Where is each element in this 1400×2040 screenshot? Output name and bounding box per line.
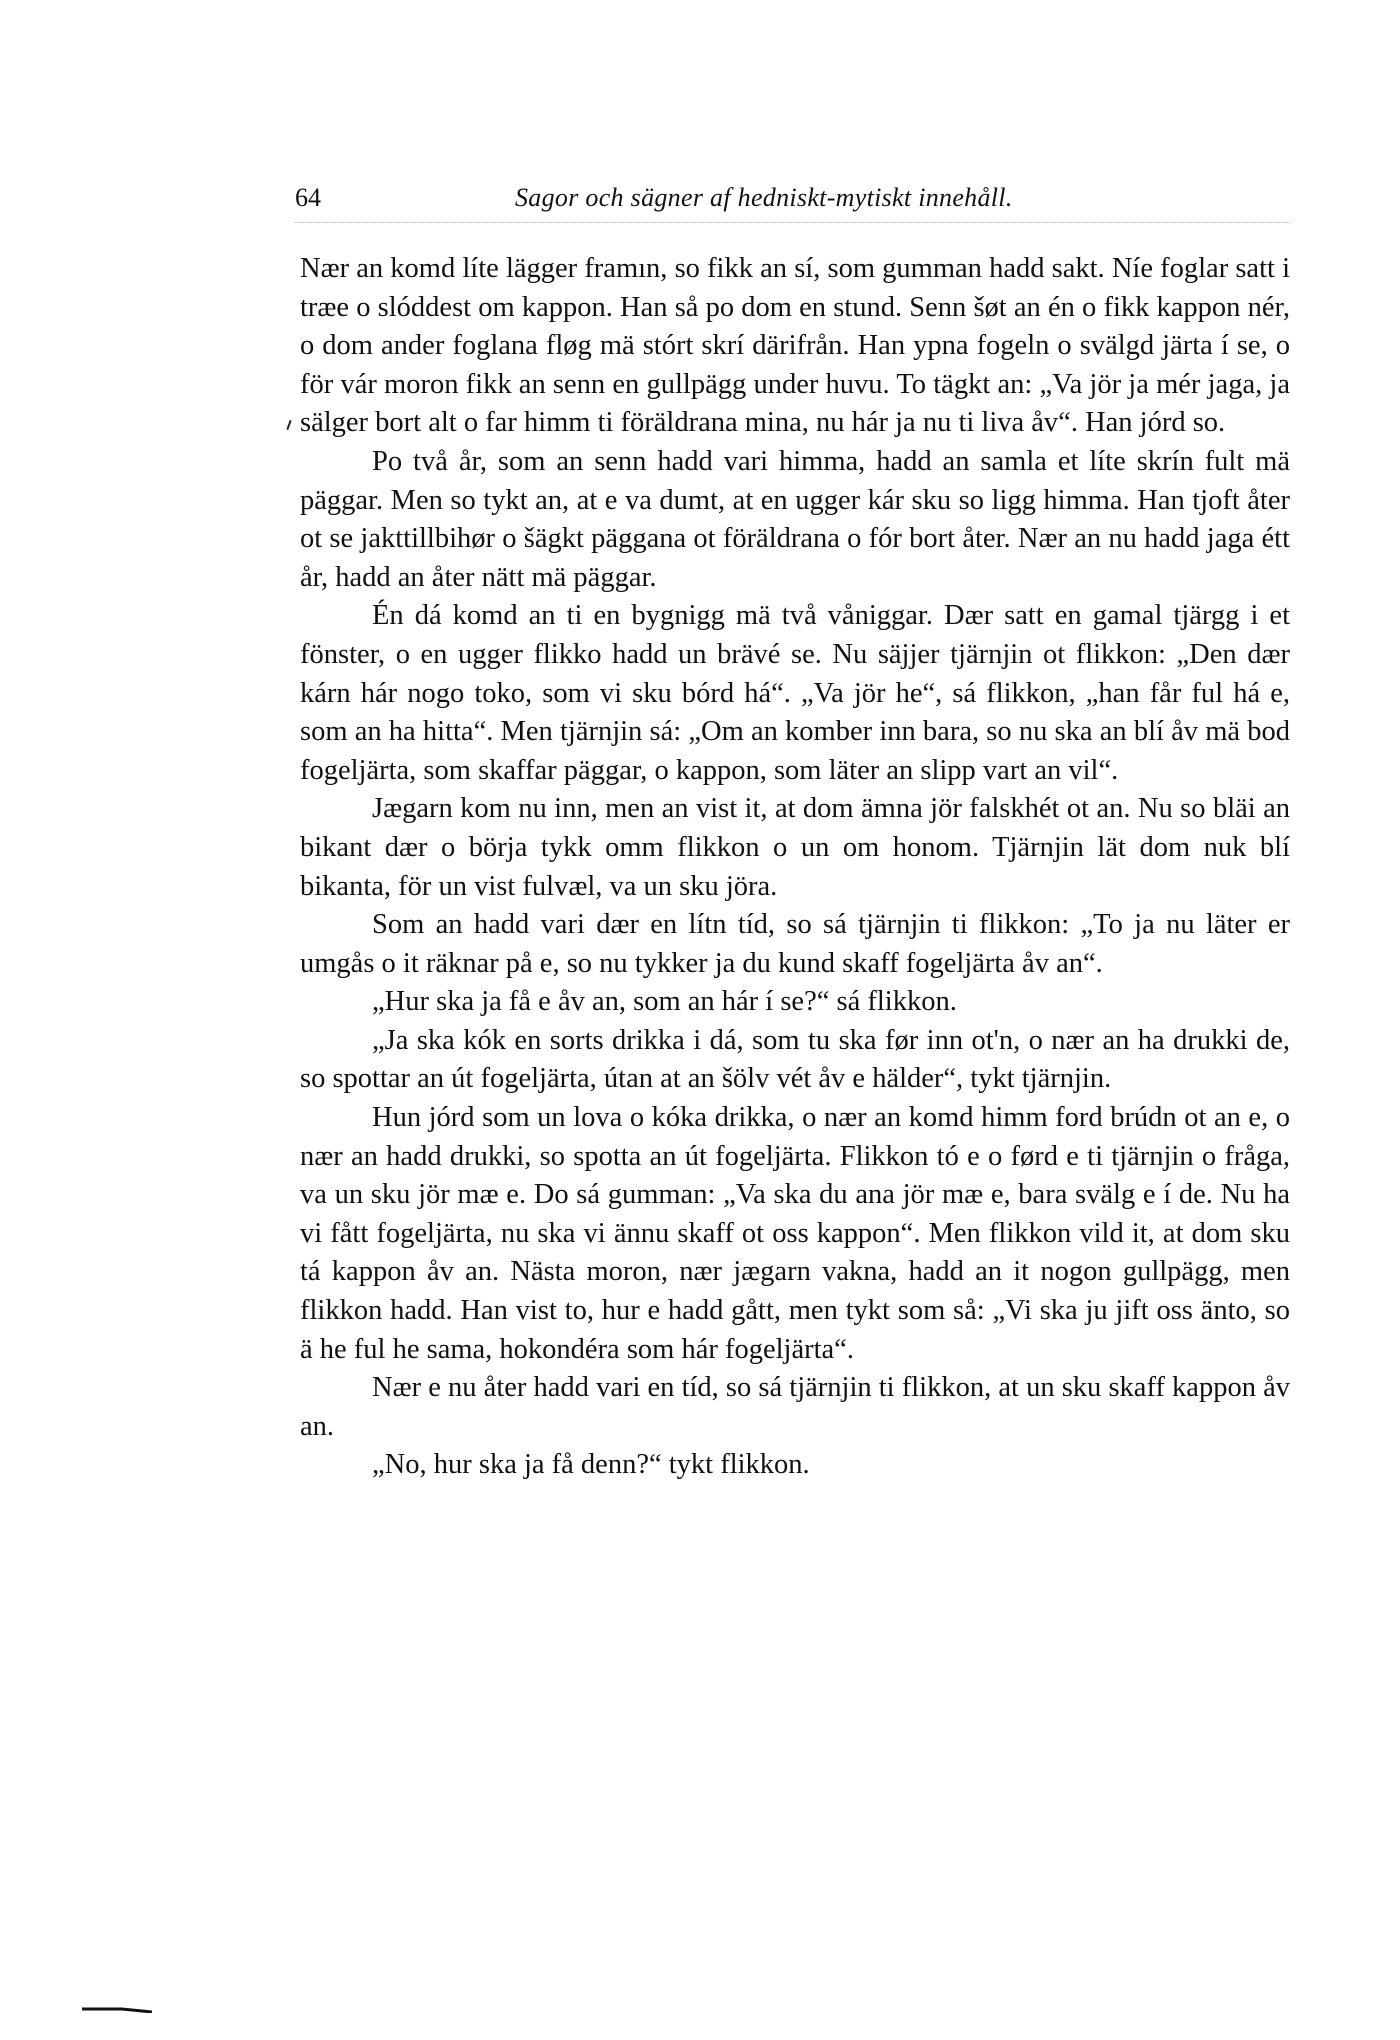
paragraph-6: „Hur ska ja få e åv an, som an hár í se?“ sá flikkon. [372,986,957,1018]
page-number: 64 [295,183,321,212]
margin-mark [286,420,291,430]
running-title: Sagor och sägner af hedniskt-mytiskt innehåll. [515,183,1013,212]
body-text [300,250,1290,1485]
paragraph-4: Jægarn kom nu inn, men an vist it, at dom ämna jör falskhét ot an. Nu so bläi an bikant dær o börja tykk omm flikkon o un om honom. Tjärnjin lät dom nuk blí bikanta, för un vist fulvæl, va un sku jöra. [300,793,1290,902]
paragraph-10: „No, hur ska ja få denn?“ tykt flikkon. [372,1449,810,1481]
paragraph-2: Po två år, som an senn hadd vari himma, hadd an samla et líte skrín fult mä päggar. Men so tykt an, at e va dumt, at en ugger kár sku so ligg himma. Han tjoft åter ot se jakttillbihør o šägkt päggana ot föräldrana o fór bort åter. Nær an nu hadd jaga étt år, hadd an åter nätt mä päggar. [300,445,1290,593]
paragraph-1: Nær an komd líte lägger framın, so fikk an sí, som gumman hadd sakt. Níe foglar satt i træe o slóddest om kappon. Han så po dom en stund. Senn šøt an én o fikk kappon nér, o dom ander foglana fløg mä stórt skrí därifrån. Han ypna fogeln o svälgd järta í se, o för vár moron fikk an senn en gullpägg under huvu. To tägkt an: „Va jör ja mér jaga, ja sälger bort alt o far himm ti föräldrana mina, nu hár ja nu ti liva åv“. Han jórd so. [300,253,1290,439]
paragraph-8: Hun jórd som un lova o kóka drikka, o nær an komd himm ford brúdn ot an e, o nær an hadd drukki, so spotta an út fogeljärta. Flikkon tó e o førd e ti tjärnjin o fråga, va un sku jör mæ e. Do sá gumman: „Va ska du ana jör mæ e, bara svälg e í de. Nu ha vi fått fogeljärta, nu ska vi ännu skaff ot oss kappon“. Men flikkon vild it, at dom sku tá kappon åv an. Nästa moron, nær jægarn vakna, hadd an it nogon gullpägg, men flikkon hadd. Han vist to, hur e hadd gått, men tykt som så: „Vi ska ju jift oss änto, so ä he ful he sama, hokondéra som hár fogeljärta“. [300,1102,1290,1365]
paragraph-5: Som an hadd vari dær en lítn tíd, so sá tjärnjin ti flikkon: „To ja nu läter er umgås o it räknar på e, so nu tykker ja du kund skaff fogeljärta åv an“. [300,909,1290,979]
header-rule [295,222,1290,223]
scan-artifact-mark [82,2005,152,2013]
paragraph-7: „Ja ska kók en sorts drikka i dá, som tu ska før inn ot'n, o nær an ha drukki de, so spottar an út fogeljärta, útan at an šölv vét åv e hälder“, tykt tjärnjin. [300,1024,1290,1095]
paragraph-9: Nær e nu åter hadd vari en tíd, so sá tjärnjin ti flikkon, at un sku skaff kappon åv an. [300,1372,1290,1442]
running-head [295,183,1095,213]
paragraph-3: Én dá komd an ti en bygnigg mä två våniggar. Dær satt en gamal tjärgg i et fönster, o en ugger flikko hadd un brävé se. Nu säjjer tjärnjin ot flikkon: „Den dær kárn hár nogo toko, som vi sku bórd há“. „Va jör he“, sá flikkon, „han får ful há e, som an ha hitta“. Men tjärnjin sá: „Om an komber inn bara, so nu ska an blí åv mä bod fogeljärta, som skaffar päggar, o kappon, som läter an slipp vart an vil“. [300,600,1290,786]
